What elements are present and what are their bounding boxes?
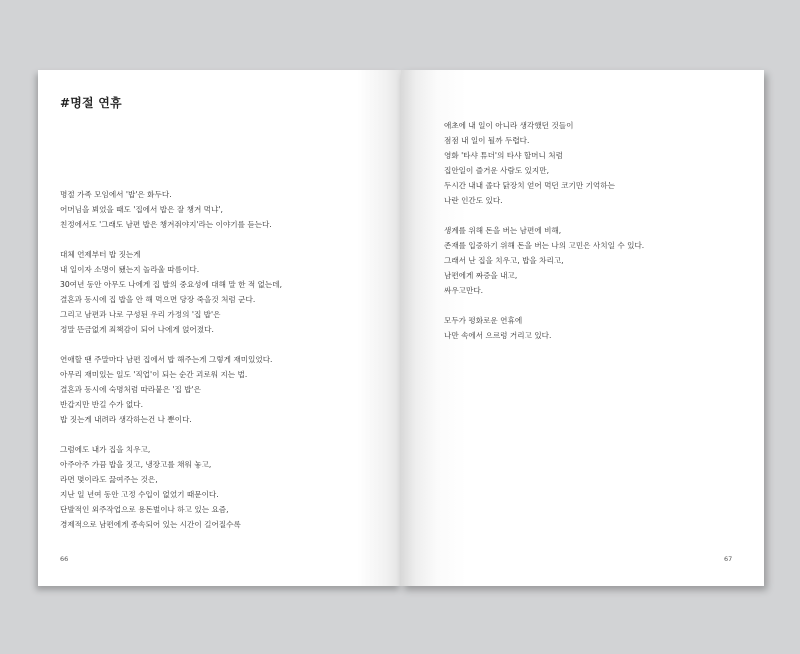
text-line: 아무리 재미있는 일도 '직업'이 되는 순간 괴로워 지는 법.	[60, 370, 248, 379]
right-page-body	[444, 118, 644, 343]
open-book	[38, 70, 764, 586]
text-line: 남편에게 짜증을 내고,	[444, 271, 518, 280]
text-line: 경제적으로 남편에게 종속되어 있는 시간이 길어질수록	[60, 520, 241, 529]
paragraph-gap	[60, 232, 282, 247]
text-line: 라면 몇이라도 끓여주는 것은,	[60, 475, 158, 484]
right-page	[401, 70, 764, 586]
text-line: 집안일이 즐거운 사람도 있지만,	[444, 166, 550, 175]
text-line: 나란 인간도 있다.	[444, 196, 503, 205]
text-line: 반갑지만 반길 수가 없다.	[60, 400, 144, 409]
text-line: 존재를 입증하기 위해 돈을 버는 나의 고민은 사치일 수 있다.	[444, 241, 645, 250]
text-line: 대체 언제부터 밥 짓는게	[60, 250, 141, 259]
text-line: 결혼과 동시에 집 밥을 안 해 먹으면 당장 죽을것 처럼 군다.	[60, 295, 256, 304]
left-page	[38, 70, 401, 586]
text-line: 연애할 땐 주말마다 남편 집에서 밥 해주는게 그렇게 재미있었다.	[60, 355, 273, 364]
left-page-body	[60, 187, 282, 532]
text-line: 영화 '타샤 튜더'의 타샤 할머니 처럼	[444, 151, 563, 160]
text-line: 두시간 내내 졸다 닭장치 얻어 먹던 코기만 기억하는	[444, 181, 615, 190]
text-line: 30여년 동안 아무도 나에게 집 밥의 중요성에 대해 말 한 적 없는데,	[60, 280, 283, 289]
text-line: 명절 가족 모임에서 '밥'은 화두다.	[60, 190, 172, 199]
text-line: 지난 일 년여 동안 고정 수입이 없었기 때문이다.	[60, 490, 219, 499]
text-line: 애초에 내 일이 아니라 생각했던 것들이	[444, 121, 574, 130]
text-line: 친정에서도 '그래도 남편 밥은 챙겨줘야지'라는 이야기를 듣는다.	[60, 220, 272, 229]
text-line: 모두가 평화로운 연휴에	[444, 316, 523, 325]
text-line: 밥 짓는게 내려라 생각하는건 나 뿐이다.	[60, 415, 192, 424]
text-line: 점점 내 일이 될까 두렵다.	[444, 136, 530, 145]
text-line: 그럼에도 내가 집을 치우고,	[60, 445, 151, 454]
paragraph-gap	[60, 427, 282, 442]
right-page-number: 67	[724, 555, 733, 563]
text-line: 내 일이자 소명이 됐는지 놀라울 따름이다.	[60, 265, 200, 274]
left-page-number: 66	[60, 555, 69, 563]
text-line: 나만 속에서 으르렁 거리고 있다.	[444, 331, 552, 340]
paragraph-gap	[444, 298, 644, 313]
text-line: 그래서 난 집을 치우고, 밥을 차리고,	[444, 256, 564, 265]
text-line: 정말 뜬금없게 죄책감이 되어 나에게 얹어졌다.	[60, 325, 214, 334]
text-line: 생계를 위해 돈을 버는 남편에 비해,	[444, 226, 562, 235]
text-line: 어머님을 뵈었을 때도 '집에서 밥은 잘 챙겨 먹냐',	[60, 205, 223, 214]
text-line: 그리고 남편과 나로 구성된 우리 가정의 '집 밥'은	[60, 310, 221, 319]
text-line: 싸우고만다.	[444, 286, 484, 295]
page-title: #명절 연휴	[60, 96, 122, 110]
text-line: 단발적인 외주작업으로 용돈벌이나 하고 있는 요즘,	[60, 505, 229, 514]
paragraph-gap	[60, 337, 282, 352]
paragraph-gap	[444, 208, 644, 223]
text-line: 아주아주 가끔 밥을 짓고, 냉장고를 채워 놓고,	[60, 460, 212, 469]
text-line: 결혼과 동시에 숙명처럼 따라붙은 '집 밥'은	[60, 385, 201, 394]
